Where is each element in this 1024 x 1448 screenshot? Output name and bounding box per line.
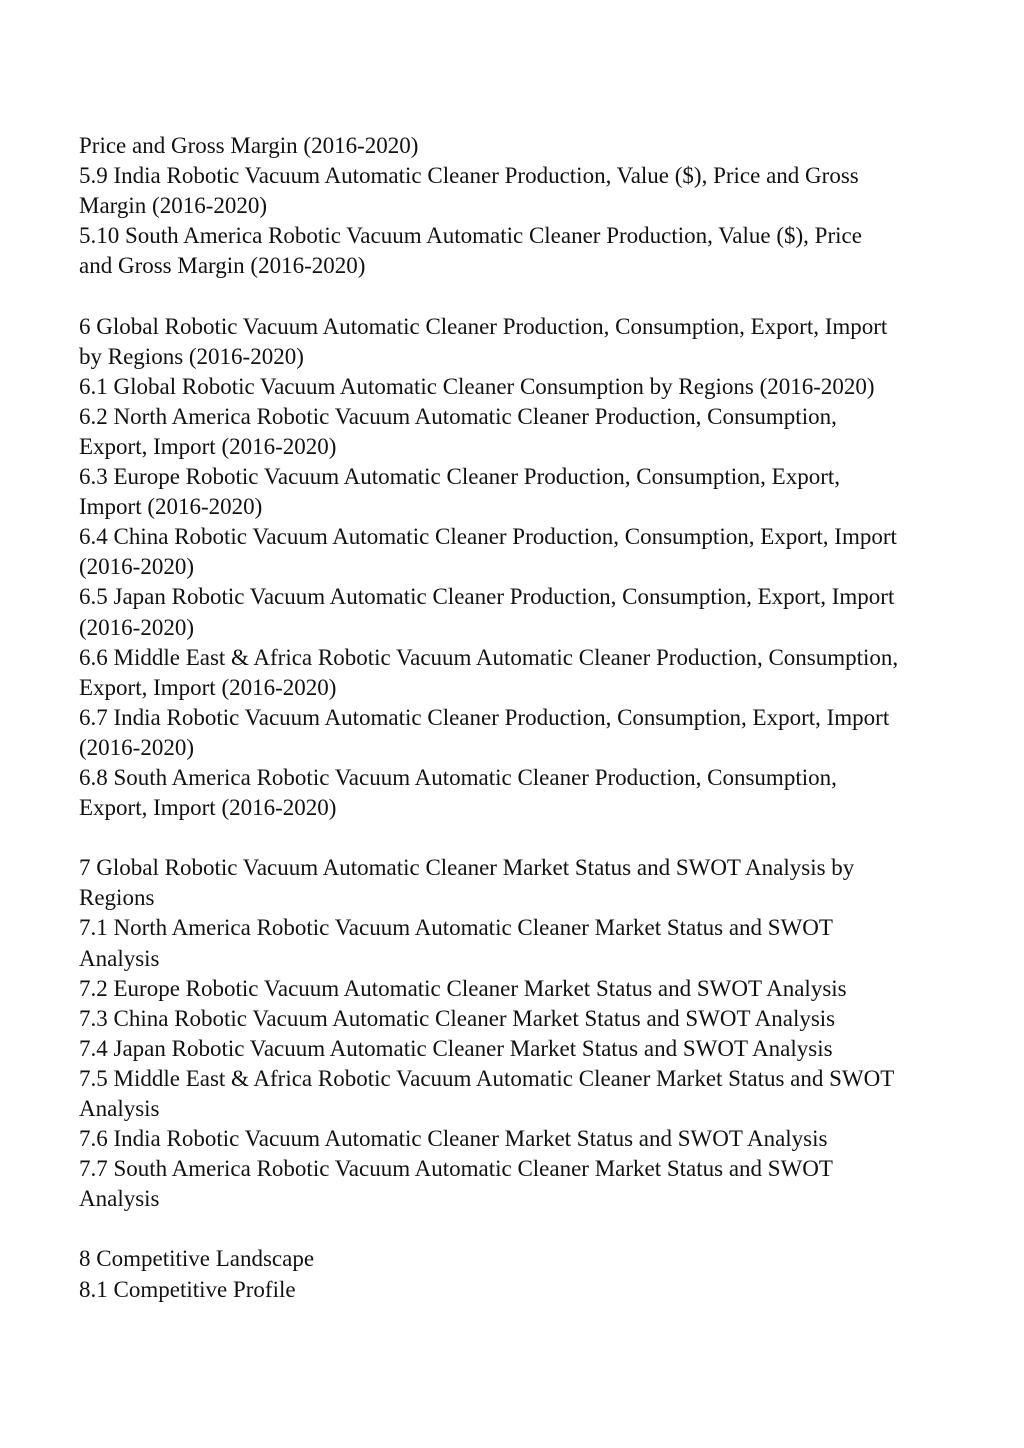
toc-line: 7.4 Japan Robotic Vacuum Automatic Cleaner Market Status and SWOT Analysis [79,1035,833,1061]
toc-line: 6.5 Japan Robotic Vacuum Automatic Cleaner Production, Consumption, Export, Import [79,584,895,610]
toc-section-heading: 8 Competitive Landscape [79,1246,315,1272]
toc-line: 6.6 Middle East & Africa Robotic Vacuum Automatic Cleaner Production, Consumption, [79,644,899,670]
toc-line: Regions [79,885,155,911]
toc-line: Analysis [79,945,160,971]
toc-line: 5.9 India Robotic Vacuum Automatic Cleaner Production, Value ($), Price and Gross [79,163,859,189]
toc-line: Export, Import (2016-2020) [79,674,337,700]
toc-line: 6.2 North America Robotic Vacuum Automatic Cleaner Production, Consumption, [79,403,837,429]
toc-line: 7.2 Europe Robotic Vacuum Automatic Cleaner Market Status and SWOT Analysis [79,975,847,1001]
toc-line: 7.6 India Robotic Vacuum Automatic Cleaner Market Status and SWOT Analysis [79,1126,828,1152]
toc-section-heading: 7 Global Robotic Vacuum Automatic Cleaner Market Status and SWOT Analysis by [79,855,855,881]
toc-line: Export, Import (2016-2020) [79,795,337,821]
toc-line: 6.8 South America Robotic Vacuum Automatic Cleaner Production, Consumption, [79,764,837,790]
toc-line: 5.10 South America Robotic Vacuum Automatic Cleaner Production, Value ($), Price [79,223,862,249]
toc-line: Export, Import (2016-2020) [79,433,337,459]
toc-line: 6.1 Global Robotic Vacuum Automatic Cleaner Consumption by Regions (2016-2020) [79,373,875,399]
toc-line: (2016-2020) [79,614,194,640]
toc-line: Price and Gross Margin (2016-2020) [79,133,419,158]
toc-line: 6.4 China Robotic Vacuum Automatic Cleaner Production, Consumption, Export, Import [79,524,897,550]
toc-line: (2016-2020) [79,554,194,580]
section-gap [79,1214,959,1244]
toc-line: Margin (2016-2020) [79,193,268,219]
toc-line: by Regions (2016-2020) [79,343,304,369]
toc-line: Analysis [79,1186,160,1212]
toc-line: and Gross Margin (2016-2020) [79,253,366,279]
toc-line: 8.1 Competitive Profile [79,1276,296,1302]
toc-line: 7.1 North America Robotic Vacuum Automatic Cleaner Market Status and SWOT [79,915,833,941]
toc-line: 7.7 South America Robotic Vacuum Automatic Cleaner Market Status and SWOT [79,1156,833,1182]
toc-line: 6.3 Europe Robotic Vacuum Automatic Cleaner Production, Consumption, Export, [79,464,841,490]
toc-line: 6.7 India Robotic Vacuum Automatic Cleaner Production, Consumption, Export, Import [79,704,890,730]
toc-line: Import (2016-2020) [79,494,263,520]
toc-line: 7.5 Middle East & Africa Robotic Vacuum Automatic Cleaner Market Status and SWOT [79,1065,895,1091]
section-gap [79,823,959,853]
toc-line: Analysis [79,1096,160,1121]
toc-section-heading: 6 Global Robotic Vacuum Automatic Cleaner Production, Consumption, Export, Import [79,313,888,339]
section-gap [79,281,959,311]
toc-line: (2016-2020) [79,734,194,760]
toc-text-block [79,131,959,1305]
toc-line: 7.3 China Robotic Vacuum Automatic Cleaner Market Status and SWOT Analysis [79,1005,836,1031]
